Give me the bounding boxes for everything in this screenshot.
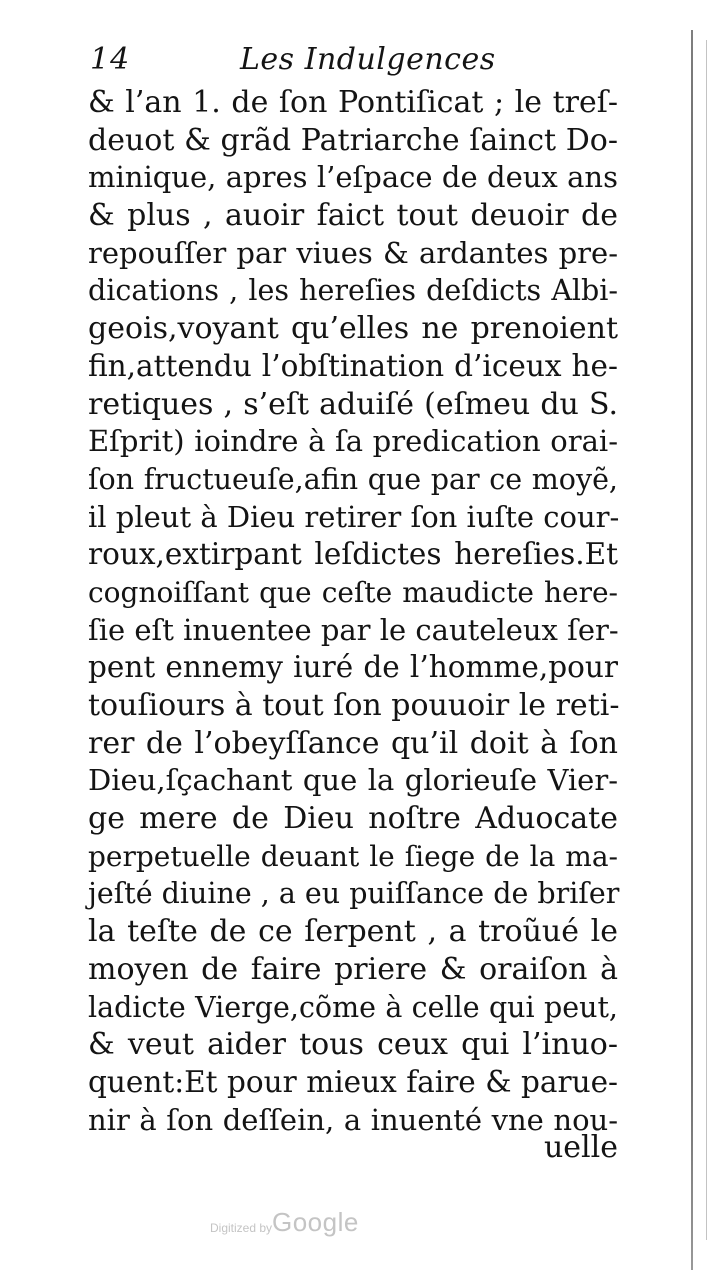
page-header [90, 42, 630, 86]
text-line: moyen de faire priere & oraiſon à [88, 951, 618, 987]
scan-edge-line [706, 40, 707, 1240]
text-line: Dieu,ſçachant que la glorieuſe Vier- [88, 763, 618, 798]
text-line: roux,extirpant leſdictes hereſies.Et [88, 537, 618, 572]
text-line: ſie eſt inuentee par le cauteleux ſer- [88, 612, 619, 647]
text-line: dications , les hereſies deſdicts Albi- [88, 274, 618, 308]
text-line: perpetuelle deuant le ſiege de la ma- [88, 839, 618, 873]
text-line: ge mere de Dieu noſtre Aduocate [88, 801, 618, 837]
text-line: repouſſer par viues & ardantes pre- [88, 235, 618, 270]
google-logo: Google [272, 1207, 359, 1237]
text-line: il pleut à Dieu retirer ſon iuſte cour- [88, 499, 620, 534]
scan-edge-shadow [691, 30, 693, 1270]
text-line: jeſté diuine , a eu puiſſance de briſer [88, 877, 620, 911]
running-head: Les Indulgences [240, 42, 496, 77]
text-line: minique, apres l’eſpace de deux ans [88, 160, 618, 195]
text-line: quent:Et pour mieux faire & parue- [88, 1064, 618, 1099]
catchword: uelle [543, 1130, 618, 1165]
text-line: rer de l’obeyſſance qu’il doit à ſon [88, 725, 618, 761]
text-line: & veut aider tous ceux qui l’inuo- [88, 1027, 618, 1063]
text-line: Eſprit) ioindre à ſa predication orai- [88, 424, 618, 459]
text-line: cognoiſſant que ceſte maudicte here- [88, 575, 618, 609]
google-watermark [210, 1205, 510, 1245]
text-line: retiques , s’eſt aduiſé (eſmeu du S. [88, 386, 618, 422]
text-line: la teſte de ce ſerpent , a troũué le [88, 914, 618, 950]
text-line: ſon fructueuſe,afin que par ce moyẽ, [88, 462, 618, 496]
text-line: & l’an 1. de ſon Pontiſicat ; le treſ- [88, 85, 618, 120]
text-line: touſiours à tout ſon pouuoir le reti- [88, 688, 620, 723]
text-line: geois,voyant qu’elles ne prenoient [88, 311, 618, 347]
text-line: & plus , auoir faict tout deuoir de [88, 198, 618, 234]
text-line: ladicte Vierge,cõme à celle qui peut, [88, 990, 618, 1024]
watermark-prefix: Digitized by [210, 1221, 273, 1235]
text-line: deuot & grãd Patriarche ſainct Do- [88, 122, 618, 158]
text-line: nir à ſon deſſein, a inuenté vne nou- [88, 1102, 618, 1137]
text-line: fin,attendu l’obſtination d’iceux he- [88, 348, 618, 383]
body-text [88, 84, 618, 1139]
text-line: pent ennemy iuré de l’homme,pour [88, 650, 618, 685]
page-number: 14 [90, 42, 131, 77]
